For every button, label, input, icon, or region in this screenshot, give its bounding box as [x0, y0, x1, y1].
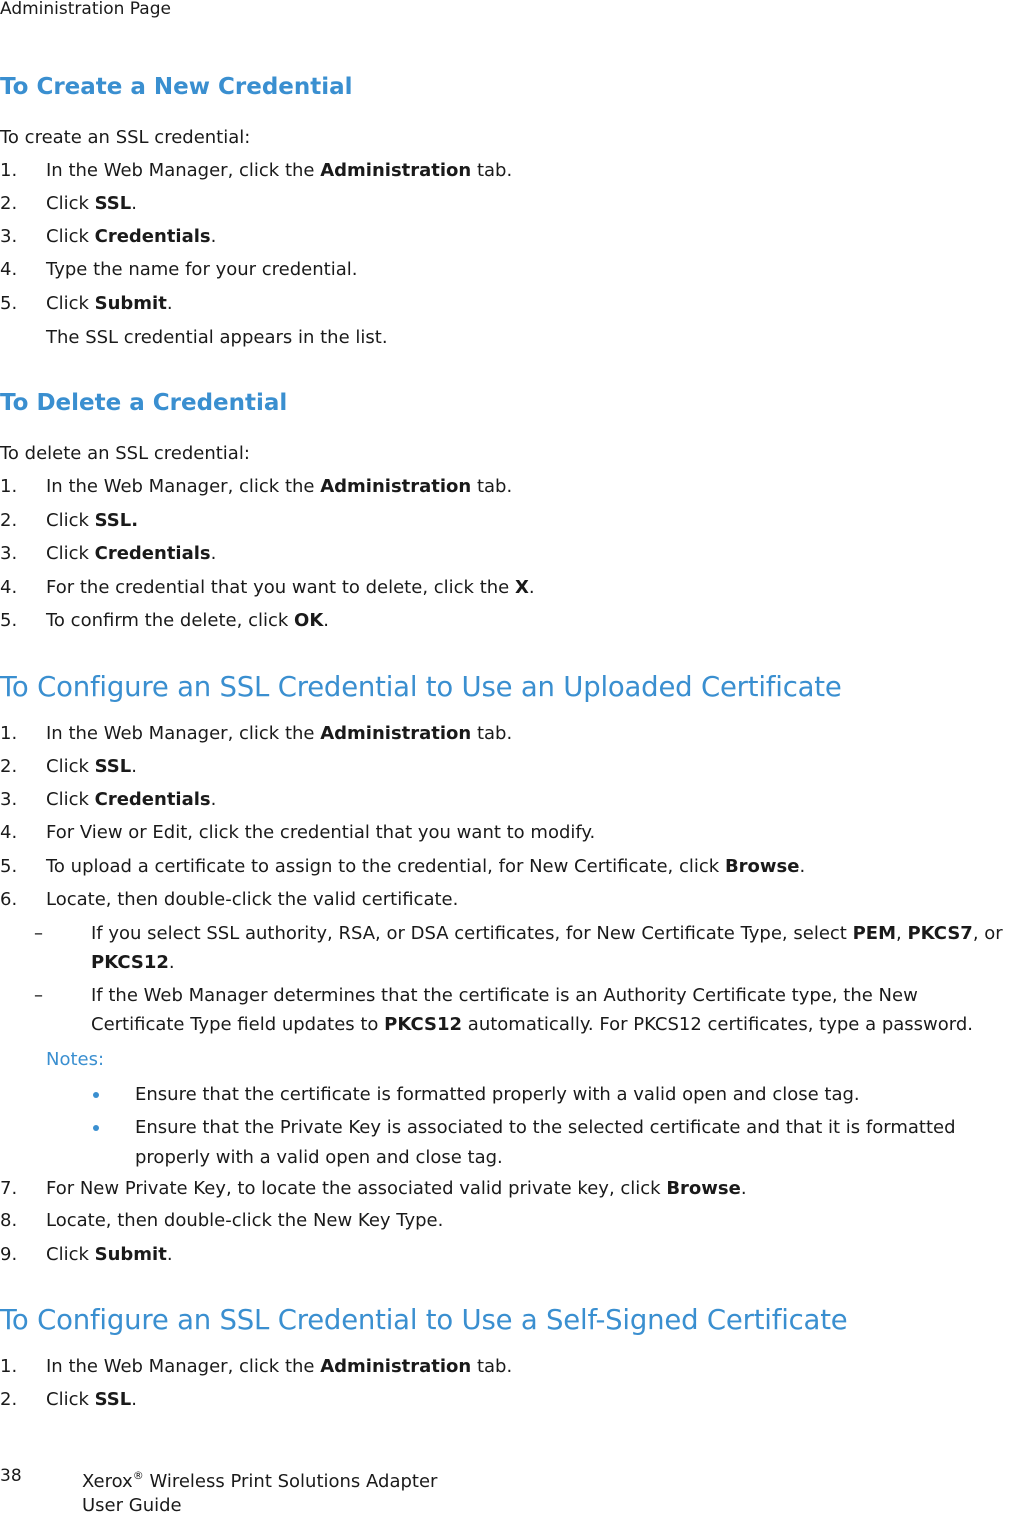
step-number: 5. — [0, 610, 18, 631]
step-text: Click SSL. — [46, 510, 139, 531]
footer-product: Xerox® Wireless Print Solutions Adapter — [82, 1469, 438, 1492]
step-number: 3. — [0, 226, 18, 247]
step-text: In the Web Manager, click the Administration tab. — [46, 1356, 513, 1377]
step-number: 5. — [0, 856, 18, 877]
step-text: Click Submit. — [46, 293, 173, 314]
step-number: 1. — [0, 1356, 18, 1377]
step-number: 1. — [0, 723, 18, 744]
step-number: 7. — [0, 1178, 18, 1199]
step-text: Type the name for your credential. — [46, 259, 358, 280]
section-intro: To create an SSL credential: — [0, 127, 251, 148]
section-title-self-signed-certificate: To Configure an SSL Credential to Use a Self-Signed Certificate — [0, 1304, 848, 1336]
sub-item-text: If the Web Manager determines that the certificate is an Authority Certificate type, the New Certificate Type field updates to PKCS12 automatically. For PKCS12 certificates, type a password. — [91, 985, 974, 1035]
section-title-create-credential: To Create a New Credential — [0, 74, 353, 100]
step-number: 3. — [0, 543, 18, 564]
note-text: Ensure that the certificate is formatted properly with a valid open and close tag. — [135, 1084, 860, 1105]
step-number: 3. — [0, 789, 18, 810]
notes-label: Notes: — [46, 1049, 105, 1070]
bullet-icon — [93, 1092, 99, 1098]
step-number: 9. — [0, 1244, 18, 1265]
note-text: Ensure that the Private Key is associated to the selected certificate and that it is formatted properly with a valid open and close tag. — [135, 1117, 956, 1168]
page-number: 38 — [0, 1466, 22, 1486]
step-number: 1. — [0, 160, 18, 181]
section-title-uploaded-certificate: To Configure an SSL Credential to Use an Uploaded Certificate — [0, 671, 842, 703]
step-text: Click Credentials. — [46, 789, 217, 810]
section-title-delete-credential: To Delete a Credential — [0, 390, 288, 416]
step-text: Click Credentials. — [46, 226, 217, 247]
dash-marker: – — [34, 923, 43, 944]
step-number: 4. — [0, 822, 18, 843]
step-text: In the Web Manager, click the Administration tab. — [46, 723, 513, 744]
step-text: Locate, then double-click the valid certificate. — [46, 889, 459, 910]
step-text: Click Submit. — [46, 1244, 173, 1265]
step-text: To upload a certificate to assign to the credential, for New Certificate, click Browse. — [46, 856, 806, 877]
step-text: Click SSL. — [46, 756, 137, 777]
step-result: The SSL credential appears in the list. — [46, 327, 388, 348]
step-number: 6. — [0, 889, 18, 910]
step-text: In the Web Manager, click the Administration tab. — [46, 476, 513, 497]
section-intro: To delete an SSL credential: — [0, 443, 250, 464]
step-number: 2. — [0, 1389, 18, 1410]
step-number: 1. — [0, 476, 18, 497]
step-text: Click SSL. — [46, 193, 137, 214]
step-number: 4. — [0, 577, 18, 598]
step-number: 8. — [0, 1210, 18, 1231]
page-header: Administration Page — [0, 0, 171, 19]
step-number: 2. — [0, 756, 18, 777]
step-number: 4. — [0, 259, 18, 280]
step-text: Click Credentials. — [46, 543, 217, 564]
step-text: For View or Edit, click the credential that you want to modify. — [46, 822, 596, 843]
bullet-icon — [93, 1125, 99, 1131]
step-text: Click SSL. — [46, 1389, 137, 1410]
step-number: 5. — [0, 293, 18, 314]
step-text: Locate, then double-click the New Key Type. — [46, 1210, 444, 1231]
step-text: In the Web Manager, click the Administration tab. — [46, 160, 513, 181]
step-number: 2. — [0, 193, 18, 214]
footer-doc-type: User Guide — [82, 1495, 182, 1516]
step-text: For the credential that you want to delete, click the X. — [46, 577, 535, 598]
step-text: For New Private Key, to locate the associated valid private key, click Browse. — [46, 1178, 747, 1199]
step-number: 2. — [0, 510, 18, 531]
sub-item-text: If you select SSL authority, RSA, or DSA certificates, for New Certificate Type, select PEM, PKCS7, or PKCS12. — [91, 923, 1003, 973]
step-text: To confirm the delete, click OK. — [46, 610, 330, 631]
footer-title — [82, 1470, 437, 1518]
dash-marker: – — [34, 985, 43, 1006]
